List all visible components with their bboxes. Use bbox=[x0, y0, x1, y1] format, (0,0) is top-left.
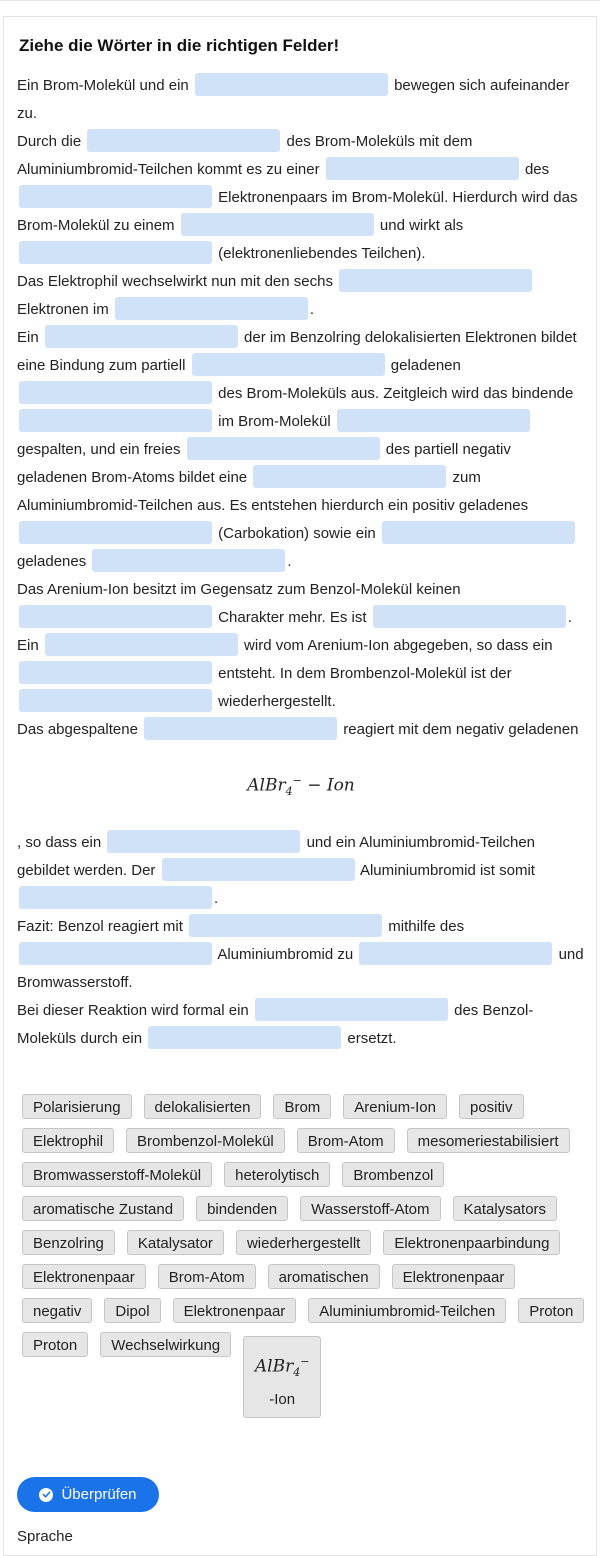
formula-subscript: 4 bbox=[285, 785, 293, 799]
text-segment: Fazit: Benzol reagiert mit bbox=[17, 918, 183, 936]
text-segment: Aluminiumbromid zu bbox=[217, 946, 354, 964]
text-segment: Ein bbox=[17, 329, 39, 346]
drop-zone-23[interactable] bbox=[19, 689, 212, 712]
word-chip[interactable]: Proton bbox=[22, 1332, 88, 1357]
drop-zone-28[interactable] bbox=[189, 914, 382, 937]
task-title: Ziehe die Wörter in die richtigen Felder! bbox=[19, 36, 340, 55]
text-segment: mithilfe des bbox=[388, 918, 465, 936]
word-chip[interactable]: Elektronenpaar bbox=[392, 1264, 516, 1289]
drop-zone-16[interactable] bbox=[19, 521, 212, 544]
text-segment: der im Benzolring delokalisierten Elektronen bildet eine Bindung zum partiell bbox=[17, 329, 577, 374]
word-chip[interactable]: Brom-Atom bbox=[297, 1128, 395, 1153]
sentence-2 bbox=[17, 128, 585, 268]
word-chip[interactable]: Aluminiumbromid-Teilchen bbox=[308, 1298, 506, 1323]
drop-zone-15[interactable] bbox=[253, 465, 446, 488]
word-chip[interactable]: Brom-Atom bbox=[158, 1264, 256, 1289]
sentence-10 bbox=[17, 997, 585, 1053]
text-segment: Bei dieser Reaktion wird formal ein bbox=[17, 1002, 249, 1020]
drop-zone-7[interactable] bbox=[339, 269, 532, 292]
text-segment: (elektronenliebendes Teilchen). bbox=[218, 245, 426, 262]
chip-formula-superscript: − bbox=[300, 1355, 310, 1368]
word-chip[interactable]: Bromwasserstoff-Molekül bbox=[22, 1162, 212, 1187]
word-chip[interactable]: Katalysators bbox=[453, 1196, 558, 1221]
math-formula bbox=[17, 767, 585, 806]
text-segment: ersetzt. bbox=[347, 1030, 397, 1048]
formula-suffix: − Ion bbox=[307, 775, 355, 796]
drop-zone-5[interactable] bbox=[181, 213, 374, 236]
drop-zone-25[interactable] bbox=[107, 830, 300, 853]
text-segment: Das Elektrophil wechselwirkt nun mit den sechs bbox=[17, 273, 333, 290]
word-chip[interactable]: Dipol bbox=[104, 1298, 160, 1323]
drop-zone-8[interactable] bbox=[115, 297, 308, 320]
word-bank bbox=[18, 1094, 588, 1418]
drop-zone-21[interactable] bbox=[45, 633, 238, 656]
drop-zone-17[interactable] bbox=[382, 521, 575, 544]
text-segment: . bbox=[567, 609, 572, 626]
word-chip[interactable]: Elektronenpaarbindung bbox=[383, 1230, 560, 1255]
text-segment: Aluminiumbromid ist somit bbox=[359, 862, 535, 880]
drop-zone-30[interactable] bbox=[359, 942, 552, 965]
sentence-3 bbox=[17, 268, 585, 324]
word-chip[interactable]: Elektronenpaar bbox=[173, 1298, 297, 1323]
sentence-5 bbox=[17, 576, 585, 632]
text-segment: Elektronen im bbox=[17, 301, 109, 318]
chip-formula-suffix: -Ion bbox=[269, 1391, 296, 1409]
formula-base: AlBr bbox=[247, 775, 286, 796]
text-segment: Durch die bbox=[17, 133, 82, 150]
text-segment: des Benzol-Moleküls durch ein bbox=[17, 1002, 534, 1048]
sentence-4 bbox=[17, 324, 585, 576]
chip-formula-subscript: 4 bbox=[293, 1366, 301, 1380]
drop-zone-4[interactable] bbox=[19, 185, 212, 208]
top-divider bbox=[0, 0, 600, 1]
check-button-label: Überprüfen bbox=[61, 1486, 137, 1503]
text-segment: und Bromwasserstoff. bbox=[17, 946, 584, 992]
text-segment: entsteht. In dem Brombenzol-Molekül ist der bbox=[218, 665, 512, 682]
text-segment: , so dass ein bbox=[17, 834, 102, 852]
sentence-8 bbox=[17, 829, 585, 913]
drop-zone-22[interactable] bbox=[19, 661, 212, 684]
text-segment: . bbox=[214, 890, 219, 908]
drop-zone-1[interactable] bbox=[195, 73, 388, 96]
text-segment: Elektronenpaars im Brom-Molekül. Hierdurch wird das Brom-Molekül zu einem bbox=[17, 189, 578, 234]
text-segment: zum Aluminiumbromid-Teilchen aus. Es entstehen hierdurch ein positiv geladenes bbox=[17, 469, 529, 514]
text-segment: des partiell negativ geladenen Brom-Atoms bildet eine bbox=[17, 441, 511, 486]
word-chip[interactable]: Brombenzol-Molekül bbox=[126, 1128, 285, 1153]
text-segment: Charakter mehr. Es ist bbox=[218, 609, 367, 626]
word-chip[interactable]: Brombenzol bbox=[342, 1162, 444, 1187]
chip-formula bbox=[250, 1355, 314, 1379]
drop-zone-3[interactable] bbox=[326, 157, 519, 180]
check-circle-icon bbox=[39, 1488, 53, 1502]
text-segment: Das Arenium-Ion besitzt im Gegensatz zum Benzol-Molekül keinen bbox=[17, 581, 461, 598]
drop-zone-6[interactable] bbox=[19, 241, 212, 264]
footer-cut-text bbox=[17, 1528, 77, 1536]
text-segment: Ein Brom-Molekül und ein bbox=[17, 77, 189, 94]
text-segment: im Brom-Molekül bbox=[218, 413, 331, 430]
drop-zone-20[interactable] bbox=[373, 605, 566, 628]
text-segment: (Carbokation) sowie ein bbox=[218, 525, 376, 542]
drop-zone-11[interactable] bbox=[19, 381, 212, 404]
sentence-1 bbox=[17, 72, 585, 128]
drop-zone-14[interactable] bbox=[187, 437, 380, 460]
text-segment: des Brom-Moleküls mit dem Aluminiumbromid-Teilchen kommt es zu einer bbox=[17, 133, 473, 178]
drop-zone-32[interactable] bbox=[148, 1026, 341, 1049]
text-segment: des bbox=[524, 161, 550, 178]
word-chip[interactable]: Arenium-Ion bbox=[343, 1094, 447, 1119]
sentence-9 bbox=[17, 913, 585, 997]
text-segment: Das abgespaltene bbox=[17, 721, 138, 738]
text-segment: geladenen bbox=[390, 357, 461, 374]
word-chip[interactable]: positiv bbox=[459, 1094, 524, 1119]
text-segment: Ein bbox=[17, 637, 39, 654]
text-segment: wiederhergestellt. bbox=[218, 693, 336, 710]
drop-zone-9[interactable] bbox=[45, 325, 238, 348]
word-chip[interactable]: mesomeriestabilisiert bbox=[407, 1128, 570, 1153]
word-chip[interactable]: bindenden bbox=[196, 1196, 288, 1221]
text-segment: gespalten, und ein freies bbox=[17, 441, 181, 458]
sentence-7 bbox=[17, 716, 585, 744]
word-chip-formula[interactable] bbox=[243, 1336, 321, 1418]
text-segment: . bbox=[309, 301, 315, 318]
word-chip[interactable]: Elektrophil bbox=[22, 1128, 114, 1153]
drop-zone-2[interactable] bbox=[87, 129, 280, 152]
text-segment: und wirkt als bbox=[379, 217, 464, 234]
word-chip[interactable]: delokalisierten bbox=[144, 1094, 262, 1119]
drop-zone-19[interactable] bbox=[19, 605, 212, 628]
text-segment: des Brom-Moleküls aus. Zeitgleich wird das bindende bbox=[218, 385, 574, 402]
word-chip[interactable]: aromatische Zustand bbox=[22, 1196, 184, 1221]
drop-zone-12[interactable] bbox=[19, 409, 212, 432]
drop-zone-27[interactable] bbox=[19, 886, 212, 909]
text-segment: und ein Aluminiumbromid-Teilchen gebildet werden. Der bbox=[17, 834, 536, 880]
text-segment: bewegen sich aufeinander zu. bbox=[17, 77, 570, 122]
word-chip[interactable]: Polarisierung bbox=[22, 1094, 132, 1119]
word-chip[interactable]: Wechselwirkung bbox=[100, 1332, 231, 1357]
word-chip[interactable]: Elektronenpaar bbox=[22, 1264, 146, 1289]
word-chip[interactable]: heterolytisch bbox=[224, 1162, 330, 1187]
sentence-6 bbox=[17, 632, 585, 716]
text-segment: wird vom Arenium-Ion abgegeben, so dass ein bbox=[244, 637, 553, 654]
drop-zone-10[interactable] bbox=[192, 353, 385, 376]
check-button[interactable] bbox=[17, 1477, 159, 1512]
text-segment: reagiert mit dem negativ geladenen bbox=[343, 721, 579, 738]
drop-zone-13[interactable] bbox=[337, 409, 530, 432]
word-chip[interactable]: aromatischen bbox=[268, 1264, 380, 1289]
drop-zone-29[interactable] bbox=[19, 942, 212, 965]
word-chip[interactable]: negativ bbox=[22, 1298, 92, 1323]
chip-formula-base: AlBr bbox=[254, 1356, 294, 1377]
word-chip[interactable]: Wasserstoff-Atom bbox=[300, 1196, 440, 1221]
drop-zone-26[interactable] bbox=[162, 858, 355, 881]
drop-zone-18[interactable] bbox=[92, 549, 285, 572]
word-chip[interactable]: Proton bbox=[518, 1298, 584, 1323]
word-chip[interactable]: Katalysator bbox=[127, 1230, 224, 1255]
drop-zone-31[interactable] bbox=[255, 998, 448, 1021]
cloze-text bbox=[17, 72, 585, 1053]
word-chip[interactable]: wiederhergestellt bbox=[236, 1230, 371, 1255]
drop-zone-24[interactable] bbox=[144, 717, 337, 740]
formula-superscript: − bbox=[292, 774, 302, 787]
text-segment: geladenes bbox=[17, 553, 87, 570]
text-segment: . bbox=[287, 553, 292, 570]
word-chip[interactable]: Brom bbox=[273, 1094, 331, 1119]
word-chip[interactable]: Benzolring bbox=[22, 1230, 115, 1255]
